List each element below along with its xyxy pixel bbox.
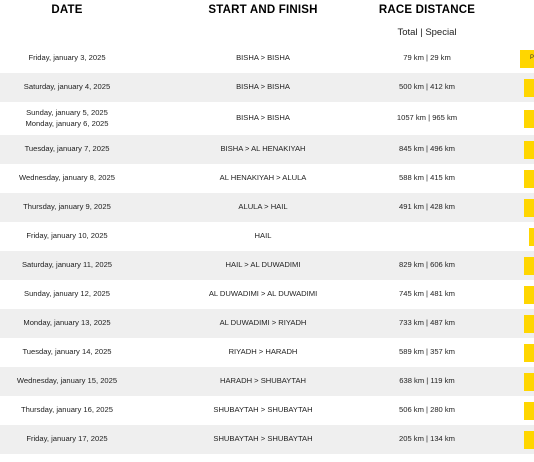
stage-route: AL HENAKIYAH > ALULA [219, 173, 307, 183]
stage-type-tag-label: P [530, 54, 534, 61]
table-row [0, 425, 534, 454]
stage-route: RIYADH > HARADH [228, 347, 298, 357]
stage-type-tag[interactable] [524, 110, 534, 128]
stage-type-tag[interactable] [529, 228, 534, 246]
stage-date-line: Thursday, january 9, 2025 [23, 202, 111, 212]
table-row [0, 164, 534, 193]
stage-route: ALULA > HAIL [238, 202, 288, 212]
stage-date-line: Saturday, january 11, 2025 [21, 260, 113, 270]
stage-date [0, 280, 134, 309]
stage-route: BISHA > BISHA [236, 113, 290, 123]
stage-date [0, 135, 134, 164]
stage-type-tag[interactable] [524, 286, 534, 304]
stage-date [0, 102, 134, 135]
stage-type-tag[interactable] [524, 79, 534, 97]
stage-date-line: Tuesday, january 7, 2025 [24, 144, 110, 154]
stage-route: HAIL [254, 231, 272, 241]
table-row [0, 222, 534, 251]
stage-route: AL DUWADIMI > RIYADH [219, 318, 307, 328]
table-row [0, 193, 534, 222]
stage-distance: 205 km | 134 km [399, 434, 455, 444]
table-row [0, 396, 534, 425]
race-distance-subheader: Total | Special [397, 27, 457, 38]
stage-date [0, 222, 134, 251]
stage-route: BISHA > BISHA [236, 53, 290, 63]
stage-type-tag[interactable] [524, 344, 534, 362]
stage-date-line: Friday, january 10, 2025 [26, 231, 108, 241]
table-row [0, 280, 534, 309]
stage-distance: 638 km | 119 km [399, 376, 455, 386]
stage-distance: 733 km | 487 km [399, 318, 455, 328]
stage-date [0, 338, 134, 367]
stage-type-tag[interactable] [524, 257, 534, 275]
stage-route: SHUBAYTAH > SHUBAYTAH [213, 434, 313, 444]
table-row [0, 251, 534, 280]
stage-route: HAIL > AL DUWADIMI [225, 260, 301, 270]
stage-date-line-2: Monday, january 6, 2025 [25, 118, 109, 128]
stage-date [0, 73, 134, 102]
stage-date [0, 251, 134, 280]
table-row [0, 44, 534, 73]
stage-date-line: Friday, january 3, 2025 [28, 53, 106, 63]
stage-date-line: Wednesday, january 15, 2025 [16, 376, 118, 386]
stage-date [0, 425, 134, 454]
stage-route: HARADH > SHUBAYTAH [219, 376, 306, 386]
stage-date-line: Saturday, january 4, 2025 [23, 82, 111, 92]
table-row [0, 338, 534, 367]
start-finish-column-header: START AND FINISH [208, 4, 318, 16]
table-row [0, 135, 534, 164]
table-header [0, 0, 534, 46]
stage-distance: 506 km | 280 km [399, 405, 455, 415]
stage-date-line: Wednesday, january 8, 2025 [19, 173, 115, 183]
stage-type-tag[interactable] [524, 199, 534, 217]
stage-distance: 588 km | 415 km [399, 173, 455, 183]
stage-date-line: Sunday, january 5, 2025 [26, 108, 108, 118]
stage-type-tag[interactable] [524, 315, 534, 333]
stage-date-line: Monday, january 13, 2025 [23, 318, 111, 328]
stage-date [0, 193, 134, 222]
stage-type-tag[interactable] [524, 402, 534, 420]
stage-type-tag[interactable] [520, 50, 534, 68]
stage-type-tag[interactable] [524, 431, 534, 449]
date-column-header: DATE [51, 4, 83, 16]
stage-date [0, 164, 134, 193]
stage-date [0, 44, 134, 73]
stage-route: BISHA > AL HENAKIYAH [220, 144, 306, 154]
stage-distance: 845 km | 496 km [399, 144, 455, 154]
stage-distance: 829 km | 606 km [399, 260, 455, 270]
table-row [0, 73, 534, 102]
table-row [0, 309, 534, 338]
stage-type-tag[interactable] [524, 170, 534, 188]
stage-date [0, 396, 134, 425]
stage-route: AL DUWADIMI > AL DUWADIMI [208, 289, 318, 299]
stage-distance: 1057 km | 965 km [396, 113, 458, 123]
stage-date-line: Thursday, january 16, 2025 [21, 405, 113, 415]
stage-route: SHUBAYTAH > SHUBAYTAH [213, 405, 313, 415]
stage-distance: 589 km | 357 km [399, 347, 455, 357]
stage-type-tag[interactable] [524, 373, 534, 391]
stage-route: BISHA > BISHA [236, 82, 290, 92]
stage-distance: 491 km | 428 km [399, 202, 455, 212]
stage-date [0, 367, 134, 396]
stage-date-line: Sunday, january 12, 2025 [24, 289, 110, 299]
stage-type-tag[interactable] [524, 141, 534, 159]
stage-distance [360, 222, 494, 251]
stage-distance: 745 km | 481 km [399, 289, 455, 299]
table-row [0, 367, 534, 396]
stage-date-line: Tuesday, january 14, 2025 [22, 347, 112, 357]
stage-date-line: Friday, january 17, 2025 [26, 434, 108, 444]
stage-distance: 500 km | 412 km [399, 82, 455, 92]
table-row [0, 102, 534, 135]
stage-date [0, 309, 134, 338]
stage-distance: 79 km | 29 km [403, 53, 451, 63]
race-distance-column-header: RACE DISTANCE [378, 4, 476, 16]
